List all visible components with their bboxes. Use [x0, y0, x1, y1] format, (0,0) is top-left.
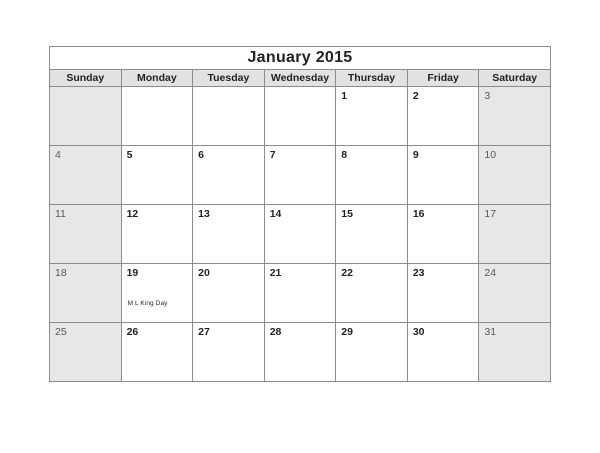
- day-number: 23: [412, 267, 425, 279]
- day-event: [122, 220, 193, 242]
- weekday-header-saturday: Saturday: [479, 70, 551, 87]
- day-event: [50, 161, 121, 183]
- day-event: [479, 279, 550, 301]
- calendar-day-cell[interactable]: [479, 205, 551, 264]
- calendar-day-cell[interactable]: [50, 146, 122, 205]
- day-number: 19: [126, 267, 139, 279]
- day-event: [265, 161, 336, 183]
- day-event: [265, 91, 336, 113]
- day-number: 27: [198, 326, 210, 338]
- day-event: [408, 279, 479, 301]
- calendar-day-cell[interactable]: [193, 146, 265, 205]
- calendar-day-cell[interactable]: [121, 146, 193, 205]
- day-number: 20: [198, 267, 210, 279]
- day-number: 2: [412, 90, 419, 102]
- day-number: 26: [126, 326, 139, 338]
- day-number: 7: [269, 149, 276, 161]
- day-event: [265, 279, 336, 301]
- calendar-day-cell[interactable]: [407, 323, 479, 382]
- calendar-day-cell[interactable]: [264, 87, 336, 146]
- calendar-week-row: [50, 146, 551, 205]
- day-event: [50, 91, 121, 113]
- calendar-day-cell[interactable]: [193, 87, 265, 146]
- calendar-week-row: [50, 264, 551, 323]
- day-event: [408, 338, 479, 360]
- day-number: 13: [198, 208, 210, 220]
- day-event: [265, 220, 336, 242]
- calendar-title: January 2015: [50, 47, 551, 70]
- calendar-day-cell[interactable]: [264, 264, 336, 323]
- calendar-day-cell[interactable]: [50, 87, 122, 146]
- calendar-day-cell[interactable]: [336, 205, 408, 264]
- calendar-day-cell[interactable]: [193, 323, 265, 382]
- day-event: [122, 91, 193, 113]
- calendar-day-cell[interactable]: [193, 264, 265, 323]
- calendar-day-cell[interactable]: [264, 323, 336, 382]
- day-number: 22: [341, 267, 353, 279]
- day-event: [265, 338, 336, 360]
- day-event: [479, 338, 550, 360]
- day-number: 8: [341, 149, 348, 161]
- day-event: [122, 338, 193, 360]
- day-event: [122, 161, 193, 183]
- day-number: 30: [412, 326, 425, 338]
- day-event: [193, 161, 264, 183]
- calendar-day-cell[interactable]: [121, 264, 193, 323]
- day-number: 18: [55, 267, 67, 279]
- calendar-day-cell[interactable]: [121, 323, 193, 382]
- calendar-day-cell[interactable]: [336, 264, 408, 323]
- calendar-day-cell[interactable]: [336, 146, 408, 205]
- day-event: [193, 91, 264, 113]
- calendar-day-cell[interactable]: [336, 87, 408, 146]
- day-event: [408, 102, 479, 124]
- calendar-title-row: [50, 47, 551, 70]
- weekday-header-friday: Friday: [407, 70, 479, 87]
- day-event: [408, 220, 479, 242]
- day-event: [336, 279, 407, 301]
- calendar-day-cell[interactable]: [121, 205, 193, 264]
- day-number: 24: [484, 267, 497, 279]
- day-number: 31: [484, 326, 497, 338]
- calendar-day-cell[interactable]: [264, 205, 336, 264]
- weekday-header-thursday: Thursday: [336, 70, 408, 87]
- day-number: 25: [55, 326, 67, 338]
- calendar-day-cell[interactable]: [50, 264, 122, 323]
- day-event: [336, 161, 407, 183]
- calendar-day-cell[interactable]: [407, 146, 479, 205]
- calendar-day-cell[interactable]: [193, 205, 265, 264]
- day-event: [336, 102, 407, 124]
- weekday-header-row: [50, 70, 551, 87]
- calendar-day-cell[interactable]: [336, 323, 408, 382]
- calendar-week-row: [50, 205, 551, 264]
- day-event: [479, 102, 550, 124]
- day-number: 4: [55, 149, 61, 161]
- day-number: 17: [484, 208, 497, 220]
- calendar-week-row: [50, 323, 551, 382]
- day-event: [408, 161, 479, 183]
- calendar-day-cell[interactable]: [121, 87, 193, 146]
- monthly-calendar: [49, 46, 551, 382]
- weekday-header-wednesday: Wednesday: [264, 70, 336, 87]
- calendar-day-cell[interactable]: [264, 146, 336, 205]
- day-event: [479, 220, 550, 242]
- calendar-day-cell[interactable]: [479, 87, 551, 146]
- day-number: 6: [198, 149, 204, 161]
- day-event: [50, 220, 121, 242]
- day-number: 1: [341, 90, 348, 102]
- day-event: [193, 279, 264, 301]
- day-number: 5: [126, 149, 133, 161]
- calendar-day-cell[interactable]: [407, 264, 479, 323]
- day-event: [193, 338, 264, 360]
- day-event: [50, 338, 121, 360]
- day-number: 15: [341, 208, 353, 220]
- day-event: [336, 220, 407, 242]
- day-number: 12: [126, 208, 139, 220]
- weekday-header-monday: Monday: [121, 70, 193, 87]
- day-number: 29: [341, 326, 353, 338]
- day-number: 3: [484, 90, 491, 102]
- calendar-week-row: [50, 87, 551, 146]
- day-number: 9: [412, 149, 419, 161]
- day-event: [479, 161, 550, 183]
- day-number: 16: [412, 208, 425, 220]
- calendar-day-cell[interactable]: [407, 205, 479, 264]
- weekday-header-sunday: Sunday: [50, 70, 122, 87]
- day-event: [336, 338, 407, 360]
- calendar-day-cell[interactable]: [50, 205, 122, 264]
- day-number: 21: [269, 267, 282, 279]
- calendar-day-cell[interactable]: [479, 264, 551, 323]
- day-event: M L King Day: [127, 299, 168, 307]
- calendar-day-cell[interactable]: [479, 323, 551, 382]
- day-event: [193, 220, 264, 242]
- day-event: [50, 279, 121, 301]
- day-number: 14: [269, 208, 282, 220]
- calendar-day-cell[interactable]: [479, 146, 551, 205]
- weekday-header-tuesday: Tuesday: [193, 70, 265, 87]
- day-number: 11: [55, 208, 66, 220]
- day-number: 28: [269, 326, 282, 338]
- day-number: 10: [484, 149, 497, 161]
- calendar-day-cell[interactable]: [407, 87, 479, 146]
- calendar-day-cell[interactable]: [50, 323, 122, 382]
